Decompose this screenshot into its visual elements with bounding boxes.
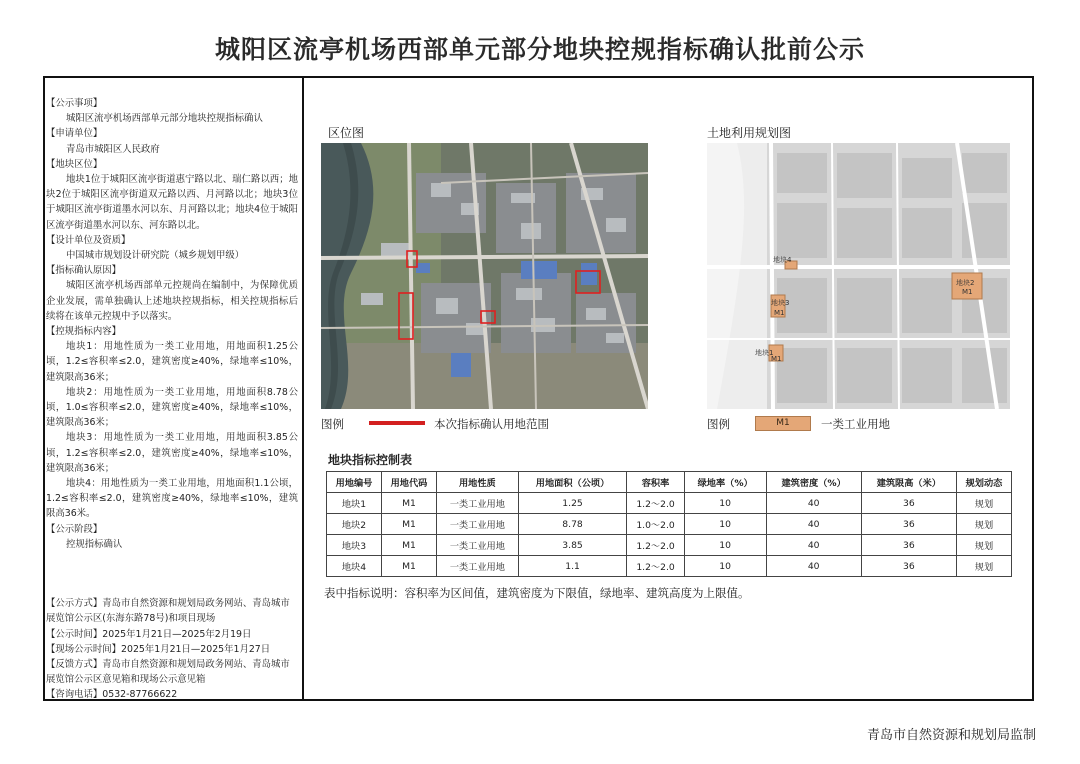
page-title: 城阳区流亭机场西部单元部分地块控规指标确认批前公示	[214, 35, 865, 64]
th-plot-no: 用地编号	[327, 472, 382, 493]
location-text: 地块1位于城阳区流亭街道惠宁路以北、瑞仁路以西；地块2位于城阳区流亭街道双元路以西、月河路以北；地块3位于城阳区流亭街道墨水河以东、月河路以北；地块4位于城阳区流亭街道墨水河以东、河东路以北。	[46, 174, 298, 231]
heading-location: 【地块区位】	[46, 158, 103, 170]
m1-legend-text: 一类工业用地	[821, 417, 890, 431]
landuse-plan-map	[707, 143, 1010, 409]
table-header-row	[327, 472, 1012, 493]
landuse-map-label: 土地利用规划图	[707, 126, 792, 140]
plot4-label: 地块4	[773, 256, 792, 264]
table-title: 地块指标控制表	[328, 453, 413, 467]
th-building-density: 建筑密度（%）	[766, 472, 861, 493]
publicity-way: 【公示方式】青岛市自然资源和规划局政务网站、青岛城市展览馆公示区(东海东路78号)和项目现场	[46, 598, 290, 625]
heading-applicant: 【申请单位】	[46, 128, 103, 140]
boundary-legend-text: 本次指标确认用地范围	[434, 417, 549, 431]
designer-text: 中国城市规划设计研究院（城乡规划甲级）	[66, 250, 245, 262]
legend2-label: 图例	[707, 417, 730, 431]
publicity-time: 【公示时间】2025年1月21日—2025年2月19日	[46, 628, 252, 640]
table-row: 地块4 M1 一类工业用地 1.1 1.2～2.0 10 40 36 规划	[327, 556, 1012, 577]
content-plot4: 地块4：用地性质为一类工业用地，用地面积1.1公顷，1.2≤容积率≤2.0，建筑密度≥40%，绿地率≤10%，建筑限高36米。	[46, 478, 298, 520]
frame-divider	[302, 76, 304, 701]
applicant-text: 青岛市城阳区人民政府	[66, 143, 160, 155]
m1-legend-swatch: M1	[755, 416, 811, 431]
heading-stage: 【公示阶段】	[46, 523, 103, 535]
th-land-code: 用地代码	[382, 472, 437, 493]
heading-content: 【控规指标内容】	[46, 326, 122, 338]
indicator-control-table	[326, 471, 1012, 577]
consult-phone: 【咨询电话】0532-87766622	[46, 689, 178, 701]
content-plot3: 地块3：用地性质为一类工业用地，用地面积3.85公顷，1.2≤容积率≤2.0，建筑密度≥40%，绿地率≤10%，建筑限高36米；	[46, 432, 298, 474]
feedback-way: 【反馈方式】青岛市自然资源和规划局政务网站、青岛城市展览馆公示区意见箱和现场公示意见箱	[46, 658, 290, 686]
stage-text: 控规指标确认	[66, 538, 123, 550]
th-status: 规划动态	[956, 472, 1011, 493]
plot2-code: M1	[962, 288, 973, 296]
th-height-limit: 建筑限高（米）	[861, 472, 956, 493]
issuer-footer: 青岛市自然资源和规划局监制	[866, 728, 1036, 743]
legend1-label: 图例	[321, 417, 344, 431]
table-row: 地块1 M1 一类工业用地 1.25 1.2～2.0 10 40 36 规划	[327, 493, 1012, 514]
heading-reason: 【指标确认原因】	[46, 265, 122, 277]
notice-text-panel	[46, 96, 298, 703]
heading-matter: 【公示事项】	[46, 98, 103, 109]
location-map-label: 区位图	[328, 126, 365, 140]
site-publicity-time: 【现场公示时间】2025年1月21日—2025年1月27日	[46, 643, 271, 655]
reason-text: 城阳区流亭机场西部单元控规尚在编制中，为保障优质企业发展，需单独确认上述地块控规指标，相关控规指标后续将在该单元控规中予以落实。	[46, 280, 298, 322]
table-row: 地块2 M1 一类工业用地 8.78 1.0～2.0 10 40 36 规划	[327, 514, 1012, 535]
th-green-ratio: 绿地率（%）	[684, 472, 766, 493]
table-row: 地块3 M1 一类工业用地 3.85 1.2～2.0 10 40 36 规划	[327, 535, 1012, 556]
heading-designer: 【设计单位及资质】	[46, 234, 131, 246]
plot3-code: M1	[774, 309, 785, 317]
boundary-legend-swatch	[369, 421, 425, 425]
table-note: 表中指标说明：容积率为区间值，建筑密度为下限值，绿地率、建筑高度为上限值。	[324, 586, 750, 600]
plot3-label: 地块3	[771, 299, 790, 307]
plot1-code: M1	[771, 355, 782, 363]
content-plot1: 地块1：用地性质为一类工业用地，用地面积1.25公顷，1.2≤容积率≤2.0，建筑密度≥40%，绿地率≤10%，建筑限高36米；	[46, 341, 298, 383]
th-land-area: 用地面积（公顷）	[518, 472, 627, 493]
th-land-nature: 用地性质	[437, 472, 519, 493]
content-plot2: 地块2：用地性质为一类工业用地，用地面积8.78公顷，1.0≤容积率≤2.0，建筑密度≥40%，绿地率≤10%，建筑限高36米；	[46, 386, 298, 429]
plot1-label: 地块1	[755, 349, 774, 357]
th-far: 容积率	[627, 472, 684, 493]
plot2-label: 地块2	[956, 279, 975, 287]
matter-text: 城阳区流亭机场西部单元部分地块控规指标确认	[66, 113, 263, 125]
location-satellite-map	[321, 143, 648, 409]
